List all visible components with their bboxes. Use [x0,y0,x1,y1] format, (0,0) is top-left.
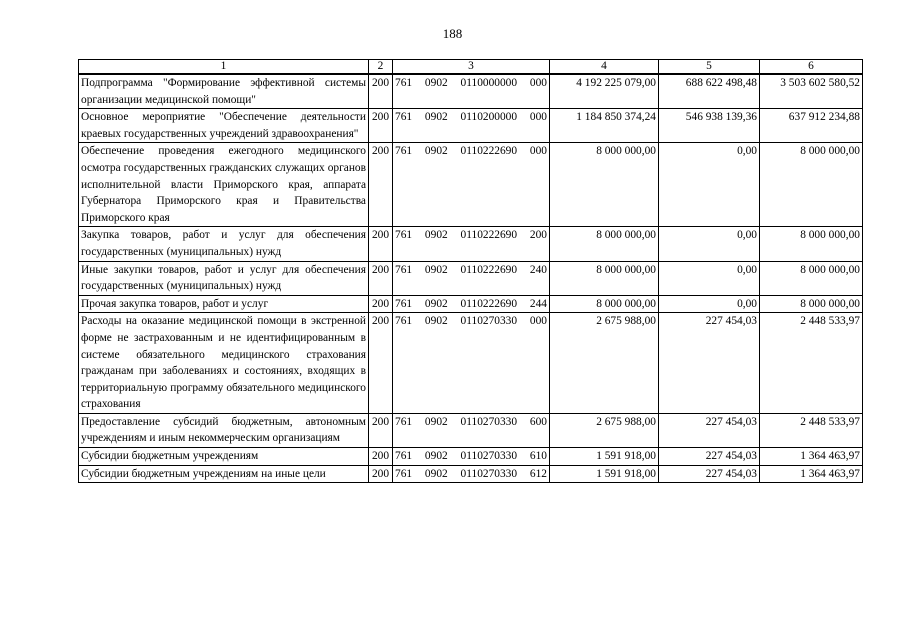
page-number: 188 [442,26,463,41]
row-value-6: 2 448 533,97 [760,313,863,414]
row-section: 0902 [424,467,448,480]
row-target-article: 0110222690 [460,263,518,276]
row-target-article: 0110270330 [460,467,518,480]
row-value-4: 1 184 850 374,24 [550,109,659,143]
row-target-article: 0110222690 [460,297,518,310]
row-value-5: 227 454,03 [659,413,760,447]
row-value-6: 8 000 000,00 [760,143,863,227]
row-classification [393,143,550,227]
row-expense-type: 000 [529,77,547,89]
header-cell: 5 [659,60,760,75]
row-value-4: 1 591 918,00 [550,465,659,483]
row-value-6: 1 364 463,97 [760,465,863,483]
row-expense-type: 000 [529,145,547,158]
table-row [79,313,863,414]
header-cell: 2 [369,60,393,75]
row-grbs: 200 [369,74,393,109]
row-section: 0902 [424,111,448,124]
row-target-article: 0110000000 [460,77,518,89]
row-value-5: 227 454,03 [659,465,760,483]
row-value-5: 0,00 [659,143,760,227]
row-value-6: 8 000 000,00 [760,227,863,261]
row-target-article: 0110270330 [460,315,518,328]
row-name: Обеспечение проведения ежегодного медицинского осмотра государственных гражданских служащих органов исполнительной власти Приморского края, аппарата Губернатора Приморского края и Правительства Приморского края [79,143,369,227]
row-value-5: 227 454,03 [659,448,760,466]
row-expense-type: 000 [529,111,547,124]
row-section: 0902 [424,415,448,428]
row-value-5: 688 622 498,48 [659,74,760,109]
row-name: Основное мероприятие "Обеспечение деятельности краевых государственных учреждений здравоохранения" [79,109,369,143]
row-classification [393,448,550,466]
row-classification [393,109,550,143]
row-classification [393,295,550,313]
row-grbs: 200 [369,109,393,143]
row-target-article: 0110222690 [460,145,518,158]
row-value-6: 637 912 234,88 [760,109,863,143]
row-value-4: 2 675 988,00 [550,313,659,414]
row-section: 0902 [424,229,448,242]
row-value-5: 227 454,03 [659,313,760,414]
table-row [79,74,863,109]
row-value-4: 2 675 988,00 [550,413,659,447]
row-value-4: 8 000 000,00 [550,261,659,295]
row-classification [393,313,550,414]
row-target-article: 0110200000 [460,111,518,124]
row-grbs: 200 [369,313,393,414]
row-code: 761 [395,415,413,428]
row-classification [393,74,550,109]
row-code: 761 [395,229,413,242]
row-code: 761 [395,263,413,276]
row-value-5: 0,00 [659,295,760,313]
row-value-4: 8 000 000,00 [550,227,659,261]
row-name: Предоставление субсидий бюджетным, автономным учреждениям и иным некоммерческим организациям [79,413,369,447]
row-grbs: 200 [369,261,393,295]
row-value-6: 3 503 602 580,52 [760,74,863,109]
row-value-6: 8 000 000,00 [760,295,863,313]
row-section: 0902 [424,263,448,276]
row-code: 761 [395,450,413,463]
row-code: 761 [395,297,413,310]
table-row [79,227,863,261]
row-classification [393,465,550,483]
row-value-6: 2 448 533,97 [760,413,863,447]
row-value-4: 8 000 000,00 [550,295,659,313]
row-section: 0902 [424,297,448,310]
table-row [79,465,863,483]
row-grbs: 200 [369,448,393,466]
row-value-5: 546 938 139,36 [659,109,760,143]
row-code: 761 [395,111,413,124]
row-target-article: 0110270330 [460,450,518,463]
row-code: 761 [395,77,413,89]
header-cell: 4 [550,60,659,75]
row-name: Субсидии бюджетным учреждениям на иные цели [79,465,369,483]
row-section: 0902 [424,315,448,328]
row-grbs: 200 [369,465,393,483]
row-expense-type: 240 [529,263,547,276]
table-row [79,448,863,466]
row-target-article: 0110270330 [460,415,518,428]
row-expense-type: 610 [529,450,547,463]
row-name: Подпрограмма "Формирование эффективной системы организации медицинской помощи" [79,74,369,109]
row-section: 0902 [424,450,448,463]
table-row [79,143,863,227]
row-name: Закупка товаров, работ и услуг для обеспечения государственных (муниципальных) нужд [79,227,369,261]
table-row [79,261,863,295]
row-section: 0902 [424,145,448,158]
header-cell: 1 [79,60,369,75]
row-expense-type: 612 [529,467,547,480]
table-row [79,413,863,447]
row-section: 0902 [424,77,448,89]
row-expense-type: 200 [529,229,547,242]
row-expense-type: 600 [529,415,547,428]
row-grbs: 200 [369,413,393,447]
table-row [79,295,863,313]
row-value-6: 1 364 463,97 [760,448,863,466]
row-classification [393,261,550,295]
header-cell: 3 [393,60,550,75]
budget-table [78,59,863,483]
row-code: 761 [395,467,413,480]
row-expense-type: 000 [529,315,547,328]
row-grbs: 200 [369,143,393,227]
row-target-article: 0110222690 [460,229,518,242]
row-value-4: 1 591 918,00 [550,448,659,466]
row-classification [393,227,550,261]
row-name: Иные закупки товаров, работ и услуг для обеспечения государственных (муниципальных) нужд [79,261,369,295]
row-grbs: 200 [369,295,393,313]
row-name: Прочая закупка товаров, работ и услуг [79,295,369,313]
row-grbs: 200 [369,227,393,261]
row-classification [393,413,550,447]
row-value-4: 4 192 225 079,00 [550,74,659,109]
row-value-5: 0,00 [659,261,760,295]
row-value-4: 8 000 000,00 [550,143,659,227]
row-name: Субсидии бюджетным учреждениям [79,448,369,466]
row-value-6: 8 000 000,00 [760,261,863,295]
row-expense-type: 244 [529,297,547,310]
row-code: 761 [395,145,413,158]
header-cell: 6 [760,60,863,75]
table-header-row [79,60,863,75]
table-row [79,109,863,143]
row-code: 761 [395,315,413,328]
row-name: Расходы на оказание медицинской помощи в экстренной форме не застрахованным и не идентифицированным в системе обязательного медицинского страхования гражданам при заболеваниях и состояниях, входящих в территориальную программу обязательного медицинского страхования [79,313,369,414]
row-value-5: 0,00 [659,227,760,261]
